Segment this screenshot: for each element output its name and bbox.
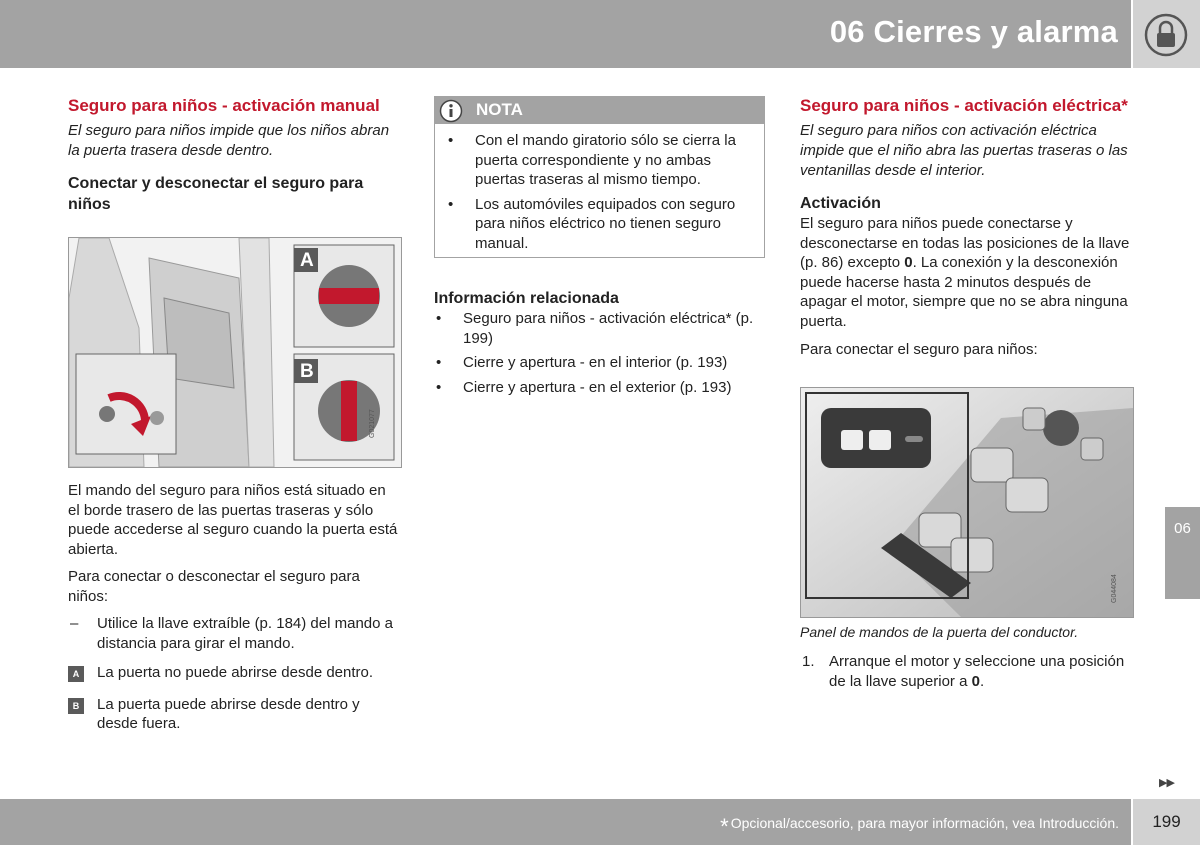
note-bullets bbox=[446, 131, 751, 253]
result-item-text: La puerta no puede abrirse desde dentro. bbox=[97, 664, 374, 681]
step-number: 1. bbox=[802, 653, 815, 670]
related-link[interactable] bbox=[434, 309, 764, 348]
double-arrow-right-icon: ▶▶ bbox=[1159, 777, 1174, 789]
key-position: 0 bbox=[971, 672, 980, 690]
section-intro: El seguro para niños impide que los niños abran la puerta trasera desde dentro. bbox=[68, 122, 390, 159]
dash-marker: – bbox=[70, 615, 79, 632]
right-column bbox=[800, 96, 1130, 360]
driver-door-panel-figure bbox=[800, 387, 1134, 618]
related-link[interactable] bbox=[434, 353, 764, 373]
bullet-dot: • bbox=[436, 354, 442, 371]
right-figure-caption-block bbox=[800, 622, 1130, 691]
note-bullet-text: Con el mando giratorio sólo se cierra la puerta correspondiente y no ambas puertas traseras al mismo tiempo. bbox=[475, 132, 736, 188]
figure-code: G044084 bbox=[1111, 574, 1118, 603]
left-column bbox=[68, 96, 398, 215]
para-text: El seguro para niños puede conectarse y desconectarse en todas las posiciones de la llave (p. 86) excepto bbox=[800, 215, 1130, 271]
result-item-a bbox=[68, 663, 398, 683]
section-heading: Seguro para niños - activación manual bbox=[68, 96, 380, 115]
figure-label-a: A bbox=[300, 250, 314, 271]
footer-note bbox=[720, 814, 1119, 840]
dash-item-text: Utilice la llave extraíble (p. 184) del mando a distancia para girar el mando. bbox=[97, 615, 393, 652]
related-heading: Información relacionada bbox=[434, 290, 619, 307]
figure-caption: Panel de mandos de la puerta del conductor. bbox=[800, 624, 1079, 640]
note-bullet bbox=[446, 195, 751, 254]
para-activation bbox=[800, 214, 1130, 331]
figure-code: G021077 bbox=[369, 409, 376, 438]
door-panel-illustration bbox=[801, 388, 1133, 617]
bullet-dot: • bbox=[436, 310, 442, 327]
related-info bbox=[434, 288, 764, 397]
section-intro: El seguro para niños con activación eléctrica impide que el niño abra las puertas traseras o las ventanillas desde el interior. bbox=[800, 122, 1128, 179]
chapter-icon-box bbox=[1133, 0, 1200, 68]
badge-b: B bbox=[68, 698, 84, 714]
note-bullet bbox=[446, 131, 751, 190]
figure-label-b: B bbox=[300, 361, 314, 382]
para-location: El mando del seguro para niños está situado en el borde trasero de las puertas traseras y sólo puede accederse al seguro cuando la puerta está abierta. bbox=[68, 482, 398, 558]
related-link[interactable] bbox=[434, 378, 764, 398]
step-text: Arranque el motor y seleccione una posición de la llave superior a bbox=[829, 653, 1125, 690]
asterisk: * bbox=[720, 814, 729, 839]
badge-a: A bbox=[68, 666, 84, 682]
related-link-text[interactable]: Seguro para niños - activación eléctrica* (p. 199) bbox=[463, 310, 754, 347]
info-icon bbox=[439, 99, 463, 123]
subheading: Conectar y desconectar el seguro para niños bbox=[68, 175, 364, 213]
section-heading: Seguro para niños - activación eléctrica* bbox=[800, 96, 1128, 115]
key-position: 0 bbox=[904, 254, 913, 271]
result-item-text: La puerta puede abrirse desde dentro y desde fuera. bbox=[97, 695, 360, 732]
para-connect: Para conectar el seguro para niños: bbox=[800, 341, 1038, 358]
chapter-title: 06 Cierres y alarma bbox=[829, 14, 1118, 49]
page-number: 199 bbox=[1152, 812, 1181, 831]
note-title: NOTA bbox=[476, 100, 523, 119]
door-illustration bbox=[69, 238, 401, 467]
note-bullet-text: Los automóviles equipados con seguro para niños eléctrico no tienen seguro manual. bbox=[475, 195, 736, 252]
para-instructions: Para conectar o desconectar el seguro para niños: bbox=[68, 568, 360, 605]
step-item bbox=[800, 652, 1130, 691]
footer-note-text: Opcional/accesorio, para mayor información, vea Introducción. bbox=[730, 815, 1119, 831]
chapter-tab[interactable]: 06 bbox=[1165, 507, 1200, 599]
bullet-dot: • bbox=[448, 132, 454, 149]
child-lock-figure bbox=[68, 237, 402, 468]
padlock-icon bbox=[1133, 0, 1200, 68]
left-body bbox=[68, 481, 398, 734]
related-link-text[interactable]: Cierre y apertura - en el interior (p. 193) bbox=[463, 354, 728, 371]
para-text: . La conexión y la desconexión puede hacerse hasta 2 minutos después de apagar el motor, siempre que no se abra ninguna puerta. bbox=[800, 254, 1128, 330]
step-text-end: . bbox=[979, 672, 985, 690]
bullet-dot: • bbox=[448, 195, 454, 213]
related-link-text[interactable]: Cierre y apertura - en el exterior (p. 193) bbox=[463, 378, 732, 396]
subheading: Activación bbox=[800, 195, 881, 212]
dash-list-item bbox=[68, 614, 398, 653]
result-item-b bbox=[68, 695, 398, 734]
bullet-dot: • bbox=[436, 378, 442, 396]
